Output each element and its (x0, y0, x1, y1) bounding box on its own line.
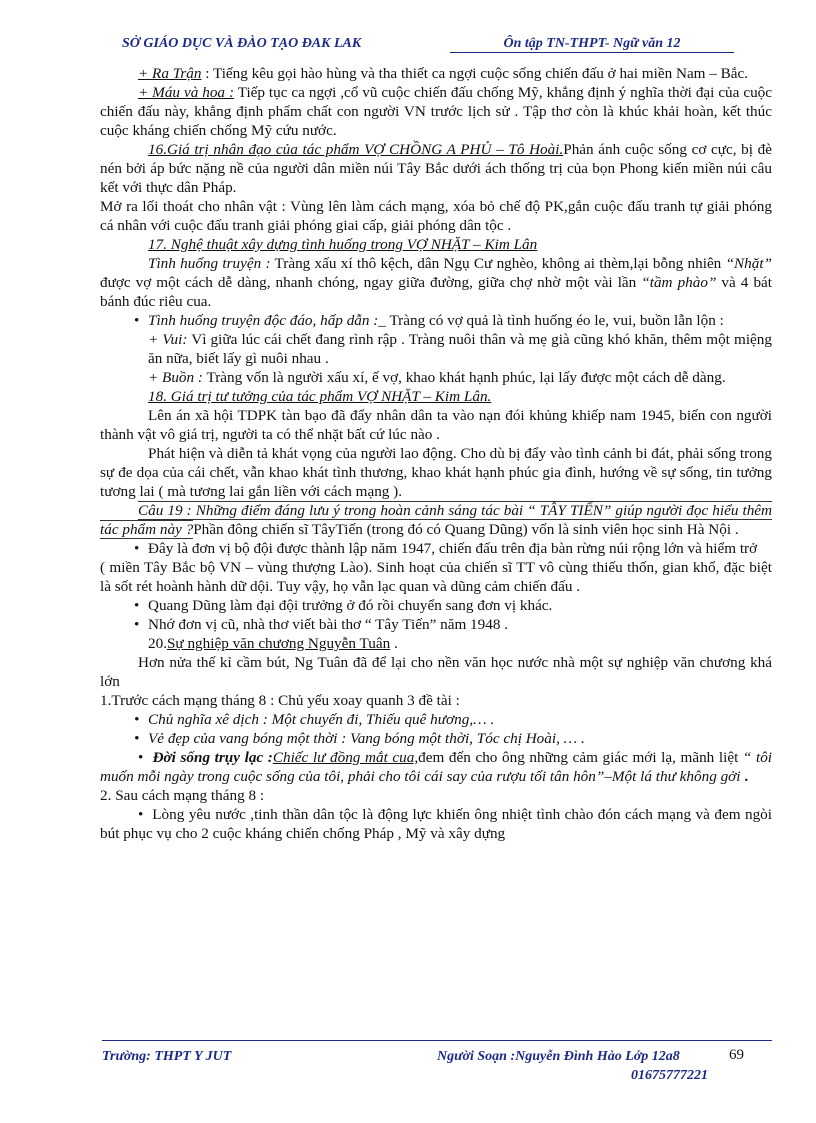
section-20-bullet-4: • Lòng yêu nước ,tinh thần dân tộc là động lực khiến ông nhiệt tình chào đón cách mạng và đem ngòi bút phục vụ cho 2 cuộc kháng chiến chống Pháp , Mỹ và xây dựng (100, 806, 772, 842)
section-17-heading (100, 235, 772, 254)
section-17-title: 17. Nghệ thuật xây dựng tình huống trong VỢ NHẶT – Kim Lân (148, 236, 538, 253)
section-19-paragraph-2: ( miền Tây Bắc bộ VN – vùng thượng Lào). Sinh hoạt của chiến sĩ TT vô cùng thiếu thốn, gian khổ, đặc biệt là sốt rét hoành hành dữ dội. Tuy vậy, họ vẫn lạc quan và dũng cảm chiến đấu . (100, 559, 772, 595)
footer-phone: 01675777221 (631, 1068, 708, 1083)
section-20-number: 20. (148, 635, 167, 652)
page-content (100, 64, 772, 843)
paragraph-ra-tran (100, 64, 772, 83)
quote-tam-phao: “tầm phào” (641, 274, 717, 291)
section-17-bullets (100, 311, 772, 330)
book-title: Chiếc lư đồng mắt cua, (272, 749, 419, 766)
section-19 (100, 501, 772, 539)
list-item: • Chủ nghĩa xê dịch : Một chuyến đi, Thiếu quê hương,… . (100, 710, 772, 729)
section-16-paragraph-2: Mở ra lối thoát cho nhân vật : Vùng lên làm cách mạng, xóa bỏ chế độ PK,gắn cuộc đấu tranh tự giải phóng cá nhân với cuộc đấu tranh giải phóng giai cấp, giải phóng dân tộc . (100, 198, 772, 234)
section-19-bullets-2 (100, 596, 772, 634)
bullet-label: Đời sống trụy lạc : (152, 749, 273, 766)
section-20-paragraph-1: Hơn nửa thế kỉ cầm bút, Ng Tuân đã để lại cho nền văn học nước nhà một sự nghiệp văn chương khá lớn (100, 654, 772, 690)
buon-label: + Buồn : (148, 369, 203, 386)
footer-school: Trường: THPT Y JUT (102, 1049, 232, 1064)
mau-va-hoa-text: Tiếp tục ca ngợi ,cổ vũ cuộc chiến đấu chống Mỹ, khẳng định ý nghĩa thời đại của cuộc chiến đấu này, khẳng định phẩm chất con người VN trước lịch sử . Tập thơ còn là khúc khải hoàn, kết thúc cuộc kháng chiến chống Mỹ cứu nước. (100, 84, 772, 139)
mau-va-hoa-label: + Máu và hoa : (138, 84, 235, 101)
bullet-text: Lòng yêu nước ,tinh thần dân tộc là động lực khiến ông nhiệt tình chào đón cách mạng và đem ngòi bút phục vụ cho 2 cuộc kháng chiến chống Pháp , Mỹ và xây dựng (100, 806, 772, 842)
list-item: • Đây là đơn vị bộ đội được thành lập năm 1947, chiến đấu trên địa bàn rừng núi rộng lớn và hiểm trở (100, 539, 772, 558)
section-20-dot: . (390, 635, 398, 652)
buon-text: Tràng vốn là người xấu xí, ế vợ, khao khát hạnh phúc, lại lấy được một cách dễ dàng. (202, 369, 726, 386)
paragraph-mau-va-hoa (100, 83, 772, 140)
quote: “ tôi muốn mỗi ngày trong cuộc sống của tôi, phải cho tôi cái say của rượu tối tân hôn”–Một lá thư không gởi (100, 749, 773, 785)
section-19-text: Phần đông chiến sĩ TâyTiến (trong đó có Quang Dũng) vốn là sinh viên học sinh Hà Nội . (193, 521, 739, 538)
footer-divider (102, 1040, 772, 1041)
page-number: 69 (729, 1047, 744, 1063)
section-16-title: 16.Giá trị nhân đạo của tác phẩm VỢ CHỒNG A PHỦ – Tô Hoài. (148, 141, 564, 158)
section-20-title: Sự nghiệp văn chương Nguyễn Tuân (166, 635, 391, 652)
situation-text-1: Tràng xấu xí thô kệch, dân Ngụ Cư nghèo, không ai thèm,lại bỗng nhiên (270, 255, 726, 272)
bullet-text: đem đến cho ông những cảm giác mới lạ, mãnh liệt (418, 749, 743, 766)
situation-text-3: và 4 bát bánh đúc riêu cua. (100, 274, 772, 310)
section-18-title: 18. Giá trị tư tưởng của tác phẩm VỢ NHẶT – Kim Lân. (148, 388, 492, 405)
list-item (100, 311, 772, 330)
section-19-bullets-1 (100, 539, 772, 558)
situation-label: Tình huống truyện : (148, 255, 271, 272)
quote-nhat: “Nhặt” (725, 255, 772, 272)
vui-text: Vì giữa lúc cái chết đang rình rập . Tràng nuôi thân và mẹ già cũng khó khăn, thêm một miệng ăn nữa, biết lấy gì nuôi nhau . (148, 331, 772, 367)
section-20-heading (100, 634, 772, 653)
section-20-pre-revolution: 1.Trước cách mạng tháng 8 : Chủ yếu xoay quanh 3 đề tài : (100, 692, 460, 709)
list-item: • Quang Dũng làm đại đội trưởng ở đó rồi chuyển sang đơn vị khác. (100, 596, 772, 615)
vui-label: + Vui: (148, 331, 188, 348)
ra-tran-text: : Tiếng kêu gọi hào hùng và tha thiết ca ngợi cuộc sống chiến đấu ở hai miền Nam – Bắc. (201, 65, 749, 82)
header-subject: Ôn tập TN-THPT- Ngữ văn 12 (450, 36, 734, 53)
section-17-buon (100, 368, 772, 387)
list-item: • Vẻ đẹp của vang bóng một thời : Vang bóng một thời, Tóc chị Hoài, … . (100, 729, 772, 748)
bullet-end: . (740, 768, 749, 785)
section-16-text: Phản ánh cuộc sống cơ cực, bị đè nén bởi áp bức nặng nề của người dân miền núi Tây Bắc dưới ách thống trị của bọn Phong kiến miền núi câu kết với thực dân Pháp. (100, 141, 772, 196)
section-16 (100, 140, 772, 197)
header-department: SỞ GIÁO DỤC VÀ ĐÀO TẠO ĐAK LAK (122, 36, 362, 51)
ra-tran-label: + Ra Trận (138, 65, 202, 82)
footer-author: Người Soạn :Nguyễn Đình Hào Lớp 12a8 (437, 1049, 680, 1064)
section-18-paragraph-1: Lên án xã hội TDPK tàn bạo đã đẩy nhân dân ta vào nạn đói khủng khiếp nam 1945, biến con người thành vật vô giá trị, người ta có thể nhặt bất cứ lúc nào . (100, 407, 772, 443)
section-18-paragraph-2: Phát hiện và diễn tả khát vọng của người lao động. Cho dù bị đẩy vào tình cảnh bi đát, phải sống trong sự đe dọa của cái chết, vẫn khao khát tình thương, khao khát hạnh phúc gia đình, hướng về sự sống, tin tưởng tương lai ( mà tương lai gắn liền với cách mạng ). (100, 445, 772, 500)
situation-text-2: được vợ một cách dễ dàng, nhanh chóng, ngay giữa đường, giữa chợ nhờ một vài lần (100, 274, 642, 291)
bullet-text: _ Tràng có vợ quả là tình huống éo le, vui, buồn lẫn lộn : (378, 312, 724, 329)
list-item: • Nhớ đơn vị cũ, nhà thơ viết bài thơ “ Tây Tiến” năm 1948 . (100, 615, 772, 634)
bullet-label: Tình huống truyện độc đáo, hấp dẫn : (148, 312, 379, 329)
section-18-heading (100, 387, 772, 406)
section-20-bullet-3: • Đời sống trụy lạc :Chiếc lư đồng mắt cua,đem đến cho ông những cảm giác mới lạ, mãnh liệt “ tôi muốn mỗi ngày trong cuộc sống của tôi, phải cho tôi cái say của rượu tối tân hôn”–Một lá thư không gởi . (100, 749, 773, 785)
section-17-situation (100, 254, 772, 311)
section-20-post-revolution: 2. Sau cách mạng tháng 8 : (100, 787, 265, 804)
section-17-vui (100, 330, 772, 368)
section-20-bullets (100, 710, 772, 748)
section-19-title: Câu 19 : Những điểm đáng lưu ý trong hoàn cảnh sáng tác bài “ TÂY TIẾN” giúp người đọc hiểu thêm tác phẩm này ? (100, 502, 772, 538)
